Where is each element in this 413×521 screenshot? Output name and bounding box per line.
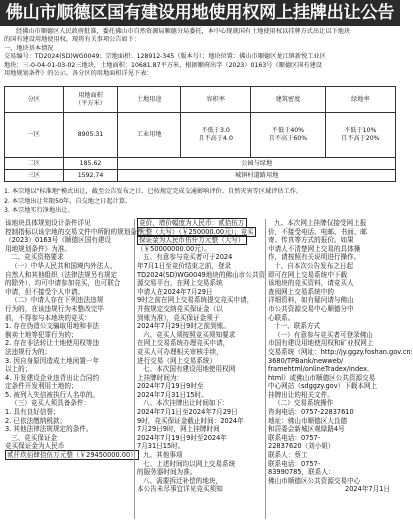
body-line: （三）竞买人须具备条件：: [11, 399, 91, 408]
body-line: 八、需要拆迁补偿的地块，: [143, 476, 223, 485]
notice-title: 佛山市顺德区国有建设用地使用权网上挂牌出让公告: [0, 0, 400, 26]
body-line: 7月29日9时，网上挂牌时间: [137, 425, 220, 434]
cell-zone: 三区: [5, 170, 64, 182]
body-line: 市国有建设用地使用权和矿业权网上: [268, 339, 374, 348]
body-line: 2024年7月19日9时至: [137, 382, 204, 391]
cell-area: 8905.31: [63, 113, 118, 158]
body-line: 以上的；: [5, 365, 32, 374]
body-line: 该地块具体规划设计条件详见: [5, 219, 91, 227]
body-line: 查阅网上交易系统中的: [268, 287, 334, 296]
body-line: 即可在网上交易系统中下载: [268, 270, 348, 279]
body-line: 2024年7月29日9时之前到账。: [137, 322, 230, 331]
body-line: 9时之前在网上交易系统提交竞买申请，: [137, 296, 254, 305]
body-line: 22837620（刘小姐）: [268, 442, 335, 451]
body-line: 上挂牌时间为：: [137, 373, 184, 382]
body-line: [137, 236, 263, 245]
body-line: 2024年7月19日9时至2024年: [137, 433, 227, 442]
cell-far-text: 不低于3.0 且不高于4.0: [198, 127, 233, 142]
body-line: 前，不得参与本地块的竞买：: [5, 313, 91, 322]
body-line: （一）中华人民共和国境内外法人、: [11, 261, 117, 270]
body-line: 二、竞买资格要求: [11, 253, 64, 262]
body-line: 倒卖土地等犯罪行为的；: [5, 330, 78, 339]
body-line: 3680/TPBank/newweb/: [268, 356, 344, 365]
body-line: 5. 被列入失信被执行人名单的。: [5, 390, 100, 399]
body-line: 法违规行为的；: [5, 347, 52, 356]
body-line: 的除外），均可申请参加竞买，也可联合: [5, 279, 121, 288]
bid-increment: 保证金为人民币伍仟万元整（大写）: [139, 236, 245, 245]
intro-line: 用地规划条件》的公示，各分区的用地面积详见下表：: [4, 70, 153, 78]
table-row: [5, 170, 396, 182]
body-line: 申请人不清楚网上交易的具体操: [268, 244, 361, 253]
body-line: 2024年7月31日15时。: [137, 390, 208, 399]
body-line: 三、竞买保证金: [11, 433, 58, 442]
body-line: 六、竞买人须按照竞买须知要求: [143, 330, 236, 339]
column-left: [3, 219, 144, 519]
body-line: 2024年7月1日至2024年7月29日: [137, 408, 238, 417]
body-line: 中心网站（sdggzy.gov）下载本网上: [268, 382, 378, 391]
body-line: 作，请按照有关说明进行操作。: [268, 253, 361, 262]
body-line: 七、本次国有建设用地使用权网: [143, 365, 236, 374]
column-right: [265, 219, 413, 519]
body-line: 五、有意参与竞买者可于2024: [143, 253, 233, 262]
body-columns: [3, 219, 413, 519]
body-line: 并按规定交纳竞买保证金（以: [137, 304, 223, 313]
cell-use: 公园与绿地: [118, 158, 396, 170]
cell-area: 185.62: [63, 158, 118, 170]
body-line: 八、本次挂牌出让时间如下：: [143, 399, 229, 408]
deposit-amount: 贰仟玖佰肆拾伍万元整（￥29450000.00）: [7, 451, 137, 460]
body-line: （￥50000000.00元）。: [137, 244, 211, 253]
body-line: 控制指标以该宗地的交易文件中所附的规划条件: [5, 227, 144, 236]
body-line: 和居委会新城区观绿路4号: [268, 425, 345, 434]
body-line: 的服务器时间为准。: [137, 468, 197, 477]
body-line: 佛山市顺德区公共资源交易中心: [268, 476, 361, 485]
cell-density-text: 不低于40% 且不高于60%: [268, 127, 308, 142]
body-line: 该地块的竞买资料，请竞买人: [268, 279, 354, 288]
note-line: 1. 本宗地以"标准地"模式出让，截至公告发布之日，已按规定完成交通影响评价、自然灾害等区域评估工作。: [4, 188, 303, 195]
intro-line: 经佛山市顺德区人民政府批准，委托佛山市自然资源局顺德分局委托，本中心现就国有土地使用权以挂牌方式出让以下地块: [16, 28, 351, 35]
body-line: 详细资料，如有疑问请与佛山: [268, 296, 354, 305]
body-line: 年7月1日至竞价结束之前，登录: [137, 261, 232, 270]
body-line: 十、自本次公告发布之日起: [274, 261, 354, 270]
body-line: 市公共资源交易中心顺德分中: [268, 304, 354, 313]
body-line: 心联系。: [268, 313, 295, 322]
body-line: （2023）0163号《顺德区国有建设: [5, 236, 112, 245]
body-line: 联系电话：0757-: [268, 459, 321, 468]
bid-increment: 竞价，增价幅度为人民币：贰拾伍万: [139, 219, 245, 227]
body-line: 挂牌出让的相关文件。: [268, 390, 334, 399]
body-line: 申请人在2024年7月29日: [137, 287, 213, 296]
section-heading: 一、地块基本情况: [4, 44, 54, 52]
body-line: 9时，竞买保证金截止时间：2024年: [137, 416, 244, 425]
header-far: 容积率: [180, 87, 250, 113]
cell-use: 城镇村道路用地: [118, 170, 396, 182]
body-line: 联系电话：0757-: [268, 433, 321, 442]
body-line: 3. 因自身原因造成土地闲置一年: [5, 356, 100, 365]
header-zone: 分区: [5, 87, 64, 113]
note-line: 2. 本宗地出让年限50年，自交地之日起计算。: [4, 197, 132, 205]
body-line: 本公告未尽事宜详见竞买须知: [137, 485, 223, 494]
body-line: （二）申请人存在下列违法违规: [11, 296, 104, 305]
body-line: （一）有意参与竞买者可登录佛山: [274, 330, 373, 339]
body-line: 1. 存在伪造公文骗取用地和非法: [5, 322, 100, 331]
body-line: 7月31日15时。: [137, 442, 185, 451]
cell-zone: 一区: [5, 113, 64, 158]
cell-density: [251, 113, 325, 158]
body-line: 3. 其他法律法规规定的条件。: [5, 425, 93, 434]
intro-line: 地块；三-0-04-01-03-02三地块，土地面积：10681.87平方米，根据顺府出字（2023）0163号《顺德区国有建设: [4, 61, 322, 69]
cell-far: [180, 113, 250, 158]
body-line: 行为的，在该违规行为未整改完毕: [5, 304, 104, 313]
body-line: 价，不接受电话、电邮、书面、邮: [268, 227, 367, 236]
body-line: 2. 存在非法转让土地使用权等违: [5, 339, 100, 348]
body-line: 用地规划条件》为准。: [5, 244, 71, 253]
body-line: 2024年7月1日: [345, 485, 390, 494]
body-line: 竞买人可办理相关审核手续，: [137, 347, 223, 356]
body-line: 源交易平台，在网上交易系统: [137, 279, 223, 288]
cell-green: [325, 113, 395, 158]
body-line: 1. 具有良好信誉；: [5, 408, 60, 417]
header-density: 建筑密度: [251, 87, 325, 113]
intro-section: [4, 28, 396, 78]
bid-increment: 元整（大写）（￥250000.00元）；竞买: [139, 227, 254, 236]
cell-zone: 二区: [5, 158, 64, 170]
body-line: 2. 已依法缴纳税款；: [5, 416, 67, 425]
note-line: 3. 本宗地实行净地出让。: [4, 207, 74, 215]
body-line: html）或佛山市顺德区公共资源交易: [268, 373, 376, 382]
body-line: [5, 451, 137, 460]
body-line: 九、本次网上挂牌仅接受网上报: [274, 219, 367, 227]
cell-area: 1592.74: [63, 170, 118, 182]
body-line: 咨询电话：0757-22837610: [268, 408, 354, 417]
body-line: （二）交易系统操作: [274, 399, 334, 408]
body-line: 寄、传真等方式的报价。如果: [268, 236, 354, 245]
cell-use: 工业用地: [118, 113, 181, 158]
header-use: 土地用途: [118, 87, 181, 113]
cell-green-text: 不低于10% 且不高于20%: [341, 127, 380, 142]
body-line: 在网上交易系统办理竞买申请，: [137, 339, 230, 348]
body-line: 申请，但不接受个人申请。: [5, 287, 85, 296]
body-line: 竞买保证金为人民币: [5, 442, 65, 451]
body-line: 九、其他事项: [143, 451, 183, 460]
body-line: TD2024(SD)WG0049地块的佛山市公共资: [137, 270, 266, 279]
body-line: framehtml/onlineTradex/index.: [268, 365, 370, 374]
notes-section: [4, 187, 396, 216]
column-middle: [134, 219, 265, 519]
body-line: 定条件开发利用土地的；: [5, 382, 78, 391]
body-line: 联系人：蔡工: [268, 451, 308, 460]
table-header-row: [5, 87, 396, 113]
body-line: 4. 开发建设企业违背出让合同约: [5, 373, 100, 382]
intro-line: 的国有建设用地使用权，现将有关事项公告如下：: [4, 36, 141, 44]
land-parcel-table: [4, 86, 396, 182]
intro-line: 交易编号：TD2024(SD)WG0049；宗地面积：128912-345（版本号）；地块位置：佛山市顺德区龙江镇新悦工业区: [4, 53, 326, 61]
header-area-label: 用地面积 （平方米）: [75, 91, 106, 107]
table-row: [5, 158, 396, 170]
body-line: 十一、联系方式: [274, 322, 321, 331]
body-line: 83990785，联系人：: [268, 468, 335, 477]
header-area: [63, 87, 118, 113]
body-line: 到账为准），竞买保证金须于: [137, 313, 220, 322]
body-line: 交易系统（网址：http://jy.ggzy.foshan.gov.cn:: [268, 347, 413, 356]
body-line: 七、上述时间均以网上交易系统: [143, 459, 236, 468]
table-row: [5, 113, 396, 158]
body-line: 自然人和其他组织（法律法规另有规定: [5, 270, 118, 279]
header-green: 绿地率: [325, 87, 395, 113]
body-line: 地址：佛山市顺德区大良德: [268, 416, 348, 425]
body-line: 进行交易（网上交易系统）: [137, 356, 217, 365]
